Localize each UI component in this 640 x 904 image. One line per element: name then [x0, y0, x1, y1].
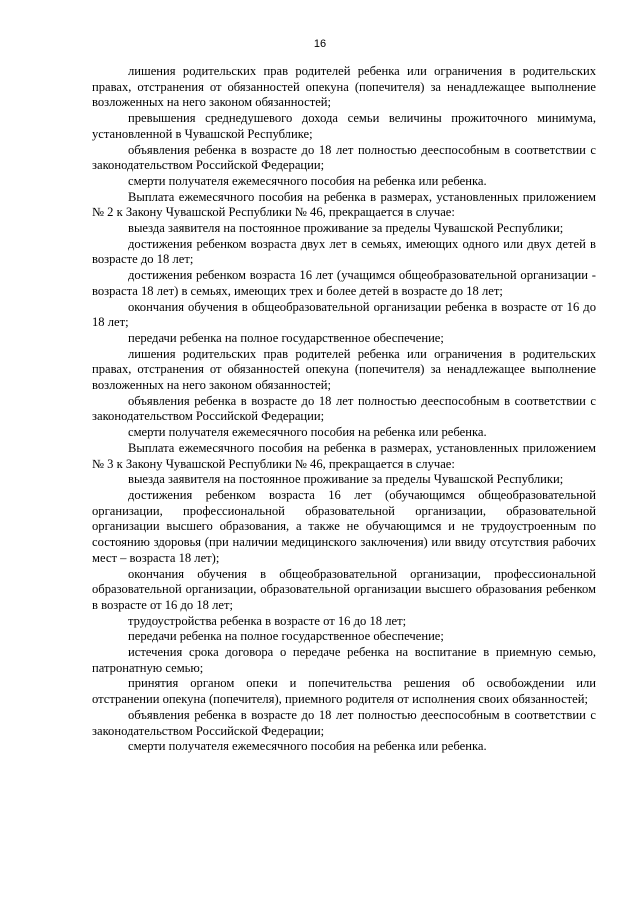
paragraph: превышения среднедушевого дохода семьи величины прожиточного минимума, установленной в Чувашской Республике;	[92, 111, 596, 141]
paragraph: окончания обучения в общеобразовательной организации ребенка в возрасте от 16 до 18 лет;	[92, 299, 596, 330]
paragraph: трудоустройства ребенка в возрасте от 16 до 18 лет;	[128, 613, 407, 628]
paragraph: Выплата ежемесячного пособия на ребенка в размерах, установленных приложением № 3 к Закону Чувашской Республики № 46, прекращается в случае:	[92, 440, 596, 471]
paragraph: лишения родительских прав родителей ребенка или ограничения в родительских правах, отстранения от обязанностей опекуна (попечителя) за ненадлежащее выполнение возложенных на него законом обязанностей;	[92, 64, 596, 110]
paragraph: Выплата ежемесячного пособия на ребенка в размерах, установленных приложением № 2 к Закону Чувашской Республики № 46, прекращается в случае:	[92, 189, 596, 220]
paragraph: выезда заявителя на постоянное проживание за пределы Чувашской Республики;	[128, 221, 564, 236]
paragraph: объявления ребенка в возрасте до 18 лет полностью дееспособным в соответствии с законодательством Российской Федерации;	[92, 707, 596, 738]
document-body	[92, 64, 596, 755]
paragraph: передачи ребенка на полное государственное обеспечение;	[128, 629, 444, 644]
paragraph: достижения ребенком возраста двух лет в семьях, имеющих одного или двух детей в возрасте до 18 лет;	[92, 236, 596, 267]
paragraph: окончания обучения в общеобразовательной организации, профессиональной образовательной организации, образовательной организации высшего образования ребенком в возрасте от 16 до 18 лет;	[92, 566, 596, 612]
paragraph: выезда заявителя на постоянное проживание за пределы Чувашской Республики;	[128, 472, 564, 487]
paragraph: передачи ребенка на полное государственное обеспечение;	[128, 330, 444, 345]
paragraph: смерти получателя ежемесячного пособия на ребенка или ребенка.	[128, 173, 487, 188]
paragraph: смерти получателя ежемесячного пособия на ребенка или ребенка.	[128, 425, 487, 440]
page-number: 16	[313, 38, 327, 50]
paragraph: лишения родительских прав родителей ребенка или ограничения в родительских правах, отстранения от обязанностей опекуна (попечителя) за ненадлежащее выполнение возложенных на него законом обязанностей;	[92, 346, 596, 393]
paragraph: достижения ребенком возраста 16 лет (учащимся общеобразовательной организации - возраста 18 лет) в семьях, имеющих трех и более детей в возрасте до 18 лет;	[92, 268, 596, 298]
paragraph: объявления ребенка в возрасте до 18 лет полностью дееспособным в соответствии с законодательством Российской Федерации;	[92, 393, 596, 424]
paragraph: достижения ребенком возраста 16 лет (обучающимся общеобразовательной организации, профессиональной образовательной организации, образовательной организации высшего образования, а также не обучающимся и не трудоустроенным по состоянию здоровья (при наличии медицинского заключения) или ввиду отсутствия рабочих мест – возраста 18 лет);	[92, 487, 596, 565]
paragraph: истечения срока договора о передаче ребенка на воспитание в приемную семью, патронатную семью;	[92, 645, 596, 675]
paragraph: смерти получателя ежемесячного пособия на ребенка или ребенка.	[128, 739, 487, 754]
paragraph: принятия органом опеки и попечительства решения об освобождении или отстранении опекуна (попечителя), приемного родителя от исполнения своих обязанностей;	[92, 676, 596, 707]
paragraph: объявления ребенка в возрасте до 18 лет полностью дееспособным в соответствии с законодательством Российской Федерации;	[92, 142, 596, 173]
